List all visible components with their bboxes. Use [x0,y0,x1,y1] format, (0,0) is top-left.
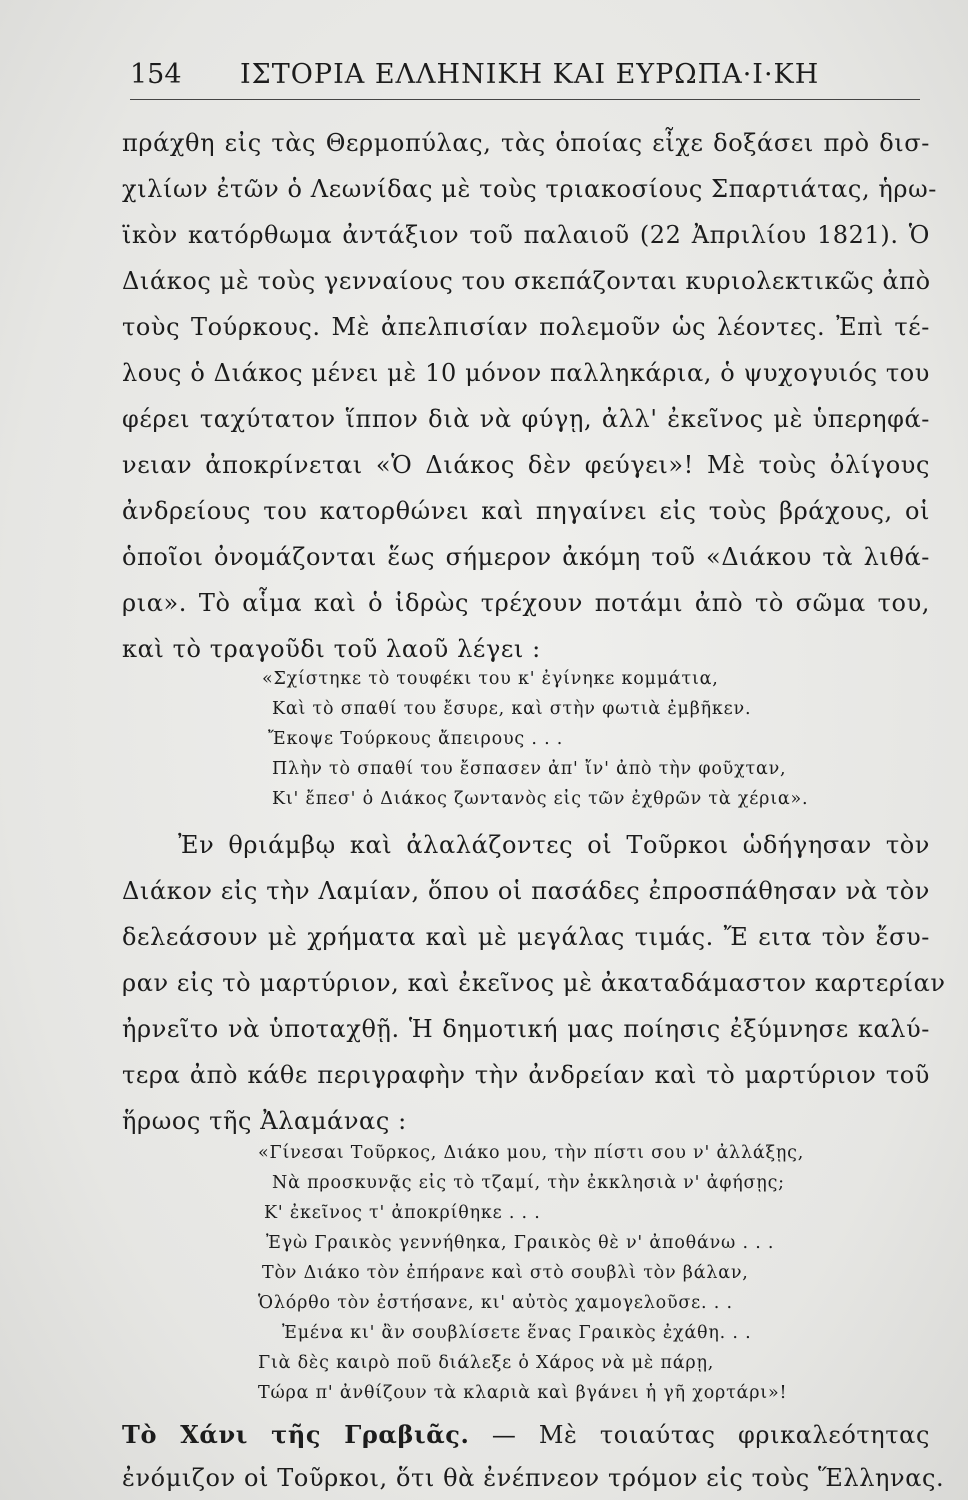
paragraph-line: φέρει ταχύτατον ἵππον διὰ νὰ φύγῃ, ἀλλ' ἐκεῖνος μὲ ὑπερηφά- [122,405,930,433]
paragraph-line: δελεάσουν μὲ χρήματα καὶ μὲ μεγάλας τιμάς. Ἔ ειτα τὸν ἔσυ- [122,923,930,951]
verse-line: «Σχίστηκε τὸ τουφέκι του κ' ἐγίνηκε κομμάτια, [262,669,719,689]
paragraph-line: τερα ἀπὸ κάθε περιγραφὴν τὴν ἀνδρείαν καὶ τὸ μαρτύριον τοῦ [122,1061,930,1089]
verse-line: Πλὴν τὸ σπαθί του ἔσπασεν ἀπ' ἴν' ἀπὸ τὴν φοῦχταν, [272,759,787,779]
paragraph-line: ἐνόμιζον οἱ Τοῦρκοι, ὅτι θὰ ἐνέπνεον τρόμον εἰς τοὺς Ἕλληνας. [122,1464,945,1492]
paragraph-line: ὁποῖοι ὀνομάζονται ἕως σήμερον ἀκόμη τοῦ «Διάκου τὰ λιθά- [122,543,930,571]
verse-line: Γιὰ δὲς καιρὸ ποῦ διάλεξε ὁ Χάρος νὰ μὲ πάρῃ, [258,1353,715,1373]
verse-line: Ὁλόρθο τὸν ἐστήσανε, κι' αὐτὸς χαμογελοῦσε. . . [258,1293,733,1313]
paragraph-line: χιλίων ἐτῶν ὁ Λεωνίδας μὲ τοὺς τριακοσίους Σπαρτιάτας, ἡρω- [122,175,938,203]
paragraph-line: ρια». Τὸ αἷμα καὶ ὁ ἱδρὼς τρέχουν ποτάμι ἀπὸ τὸ σῶμα του, [122,589,930,617]
page-number: 154 [130,59,182,90]
paragraph-line: τοὺς Τούρκους. Μὲ ἀπελπισίαν πολεμοῦν ὡς λέοντες. Ἐπὶ τέ- [122,313,930,341]
paragraph-line: ραν εἰς τὸ μαρτύριον, καὶ ἐκεῖνος μὲ ἀκαταδάμαστον καρτερίαν [122,969,946,997]
paragraph-line: νειαν ἀποκρίνεται «Ὁ Διάκος δὲν φεύγει»! Μὲ τοὺς ὀλίγους [122,451,930,479]
paragraph-line: Ἐν θριάμβῳ καὶ ἀλαλάζοντες οἱ Τοῦρκοι ὡδήγησαν τὸν [178,831,930,859]
paragraph-line: ϊκὸν κατόρθωμα ἀντάξιον τοῦ παλαιοῦ (22 Ἀπριλίου 1821). Ὁ [122,221,930,249]
verse-line: Κ' ἐκεῖνος τ' ἀποκρίθηκε . . . [264,1203,541,1223]
paragraph-line: Διάκον εἰς τὴν Λαμίαν, ὅπου οἱ πασάδες ἐπροσπάθησαν νὰ τὸν [122,877,930,905]
section-heading: Τὸ Χάνι τῆς Γραβιᾶς. [122,1420,470,1449]
paragraph-line: λους ὁ Διάκος μένει μὲ 10 μόνον παλληκάρια, ὁ ψυχογυιός του [122,359,930,387]
verse-line: Τώρα π' ἀνθίζουν τὰ κλαριὰ καὶ βγάνει ἡ γῆ χορτάρι»! [258,1383,788,1403]
running-title: ΙΣΤΟΡΙΑ ΕΛΛΗΝΙΚΗ ΚΑΙ ΕΥΡΩΠΑ·Ι·ΚΗ [240,59,820,90]
paragraph-line [122,1412,930,1458]
verse-line: «Γίνεσαι Τοῦρκος, Διάκο μου, τὴν πίστι σου ν' ἀλλάξῃς, [258,1143,805,1163]
paragraph-text: — Μὲ τοιαύτας φρικαλεότητας [491,1421,930,1449]
verse-line: Καὶ τὸ σπαθί του ἔσυρε, καὶ στὴν φωτιὰ ἐμβῆκεν. [272,699,752,719]
verse-line: Ἔκοψε Τούρκους ἄπειρους . . . [268,729,564,749]
verse-line: Κι' ἔπεσ' ὁ Διάκος ζωντανὸς εἰς τῶν ἐχθρῶν τὰ χέρια». [272,789,809,809]
paragraph-line: πράχθη εἰς τὰς Θερμοπύλας, τὰς ὁποίας εἶχε δοξάσει πρὸ δισ- [122,129,930,157]
verse-line: Τὸν Διάκο τὸν ἐπήρανε καὶ στὸ σουβλὶ τὸν βάλαν, [262,1263,749,1283]
paragraph-line: ἠρνεῖτο νὰ ὑποταχθῇ. Ἡ δημοτική μας ποίησις ἐξύμνησε καλύ- [122,1015,930,1043]
paragraph-line: καὶ τὸ τραγοῦδι τοῦ λαοῦ λέγει : [122,635,541,663]
verse-line: Ἐγὼ Γραικὸς γεννήθηκα, Γραικὸς θὲ ν' ἀποθάνω . . . [266,1233,775,1253]
paragraph-line: ἥρωος τῆς Ἀλαμάνας : [122,1107,407,1135]
page-header [130,55,920,100]
verse-line: Ἐμένα κι' ἂν σουβλίσετε ἕνας Γραικὸς ἐχάθη. . . [282,1323,752,1343]
verse-line: Νὰ προσκυνᾷς εἰς τὸ τζαμί, τὴν ἐκκλησιὰ ν' ἀφήσῃς; [272,1173,785,1193]
paragraph-line: ἀνδρείους του κατορθώνει καὶ πηγαίνει εἰς τοὺς βράχους, οἱ [122,497,930,525]
paragraph-line: Διάκος μὲ τοὺς γενναίους του σκεπάζονται κυριολεκτικῶς ἀπὸ [122,267,931,295]
